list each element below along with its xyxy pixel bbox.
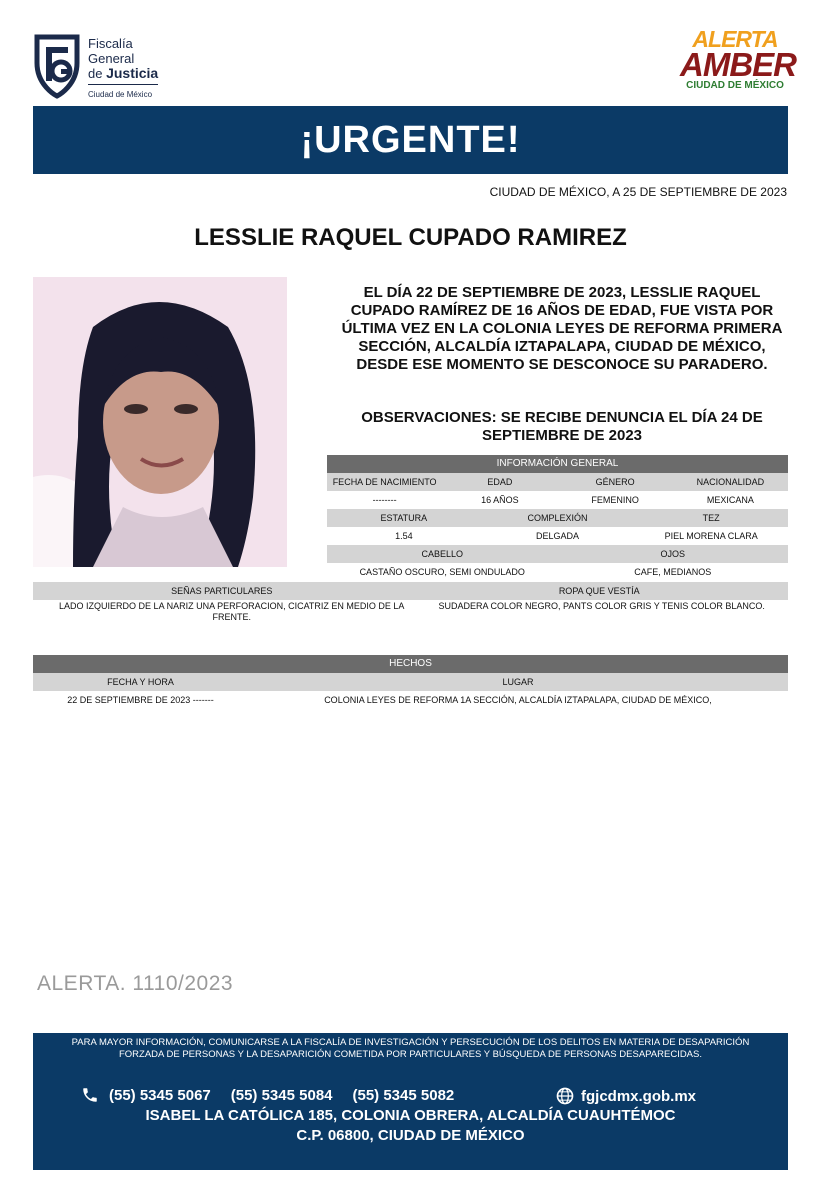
hechos-values [33,691,788,709]
alerta-amber-logo [680,26,796,102]
amber-alerta-text: ALERTA [692,26,778,52]
issue-date: CIUDAD DE MÉXICO, A 25 DE SEPTIEMBRE DE 2023 [489,185,787,199]
footer-info-text: PARA MAYOR INFORMACIÓN, COMUNICARSE A LA FISCALÍA DE INVESTIGACIÓN Y PERSECUCIÓN DE LOS DELITOS EN MATERIA DE DESAPARICIÓN FORZADA DE PERSONAS Y LA DESAPARICIÓN COMETIDA POR PARTICULARES Y BÚSQUEDA DE PERSONAS DESAPARECIDAS. [71,1037,750,1060]
value-fecha-hora: 22 DE SEPTIEMBRE DE 2023 ------- [67,695,214,705]
value-estatura: 1.54 [395,531,413,541]
website-link[interactable]: fgjcdmx.gob.mx [581,1087,697,1105]
fgj-line3-prefix: de [88,66,107,81]
phone-3[interactable]: (55) 5345 5082 [352,1086,455,1104]
fgj-logo [33,33,163,103]
phone-2[interactable]: (55) 5345 5084 [230,1086,333,1104]
header-complexion: COMPLEXIÓN [527,513,588,523]
header-fecha-hora: FECHA Y HORA [107,677,174,687]
amber-amber-text: AMBER [680,46,796,83]
contact-footer [33,1033,788,1170]
person-photo [33,277,287,567]
info-row2-values [327,527,788,545]
fgj-line2: General [88,51,135,66]
fgj-line3-bold: Justicia [106,65,159,81]
phone-1[interactable]: (55) 5345 5067 [109,1086,211,1104]
hechos-title: HECHOS [33,655,788,673]
globe-icon [555,1086,575,1106]
header-edad: EDAD [487,477,513,487]
senas-ropa-table [33,582,788,623]
info-row1-headers [327,473,788,491]
amber-city-text: CIUDAD DE MÉXICO [686,80,784,91]
header-genero: GÉNERO [595,477,635,487]
observaciones-text: OBSERVACIONES: SE RECIBE DENUNCIA EL DÍA 24 DE SEPTIEMBRE DE 2023 [361,409,763,444]
header-estatura: ESTATURA [380,513,428,523]
address-line1: ISABEL LA CATÓLICA 185, COLONIA OBRERA, ALCALDÍA CUAUHTÉMOC [145,1107,676,1124]
header-cabello: CABELLO [421,549,464,559]
header-nacionalidad: NACIONALIDAD [696,477,765,487]
info-row1-values [327,491,788,509]
value-edad: 16 AÑOS [481,495,519,505]
value-ropa: SUDADERA COLOR NEGRO, PANTS COLOR GRIS Y TENIS COLOR BLANCO. [438,601,765,611]
info-row3-values [327,563,788,581]
phone-icon [81,1086,99,1104]
fgj-line1: Fiscalía [88,36,133,51]
person-name: LESSLIE RAQUEL CUPADO RAMIREZ [194,224,627,251]
hechos-table [33,655,788,709]
senas-ropa-values [33,600,788,623]
value-cabello: CASTAÑO OSCURO, SEMI ONDULADO [359,567,525,577]
header-senas: SEÑAS PARTICULARES [171,586,273,596]
address-line2: C.P. 06800, CIUDAD DE MÉXICO [296,1127,525,1144]
fgj-line4: Ciudad de México [88,84,158,102]
urgent-banner: ¡URGENTE! [33,106,788,174]
header-ojos: OJOS [660,549,685,559]
value-lugar: COLONIA LEYES DE REFORMA 1A SECCIÓN, ALCALDÍA IZTAPALAPA, CIUDAD DE MÉXICO, [324,695,712,705]
value-fecha-nacimiento: -------- [372,495,397,505]
value-senas: LADO IZQUIERDO DE LA NARIZ UNA PERFORACION, CICATRIZ EN MEDIO DE LA FRENTE. [59,601,405,622]
description-text: EL DÍA 22 DE SEPTIEMBRE DE 2023, LESSLIE RAQUEL CUPADO RAMÍREZ DE 16 AÑOS DE EDAD, FUE VISTA POR ÚLTIMA VEZ EN LA COLONIA LEYES DE REFORMA PRIMERA SECCIÓN, ALCALDÍA IZTAPALAPA, CIUDAD DE MÉXICO, DESDE ESE MOMENTO SE DESCONOCE SU PARADERO. [341,284,783,373]
info-row3-headers [327,545,788,563]
footer-address [33,1106,788,1146]
value-nacionalidad: MEXICANA [706,495,754,505]
senas-ropa-headers [33,582,788,600]
value-tez: PIEL MORENA CLARA [664,531,758,541]
footer-website [555,1086,696,1106]
value-ojos: CAFE, MEDIANOS [634,567,712,577]
hechos-headers [33,673,788,691]
footer-phones [81,1086,474,1104]
header-lugar: LUGAR [502,677,534,687]
value-complexion: DELGADA [536,531,580,541]
header-tez: TEZ [702,513,720,523]
fgj-emblem-icon [33,33,83,99]
info-row2-headers [327,509,788,527]
value-genero: FEMENINO [591,495,639,505]
info-general-table [327,455,788,581]
alerta-number: ALERTA. 1110/2023 [37,972,234,995]
header-fecha-nacimiento: FECHA DE NACIMIENTO [332,477,437,487]
info-general-title: INFORMACIÓN GENERAL [327,455,788,473]
header-ropa: ROPA QUE VESTÍA [558,586,640,596]
fgj-wordmark [88,36,158,102]
